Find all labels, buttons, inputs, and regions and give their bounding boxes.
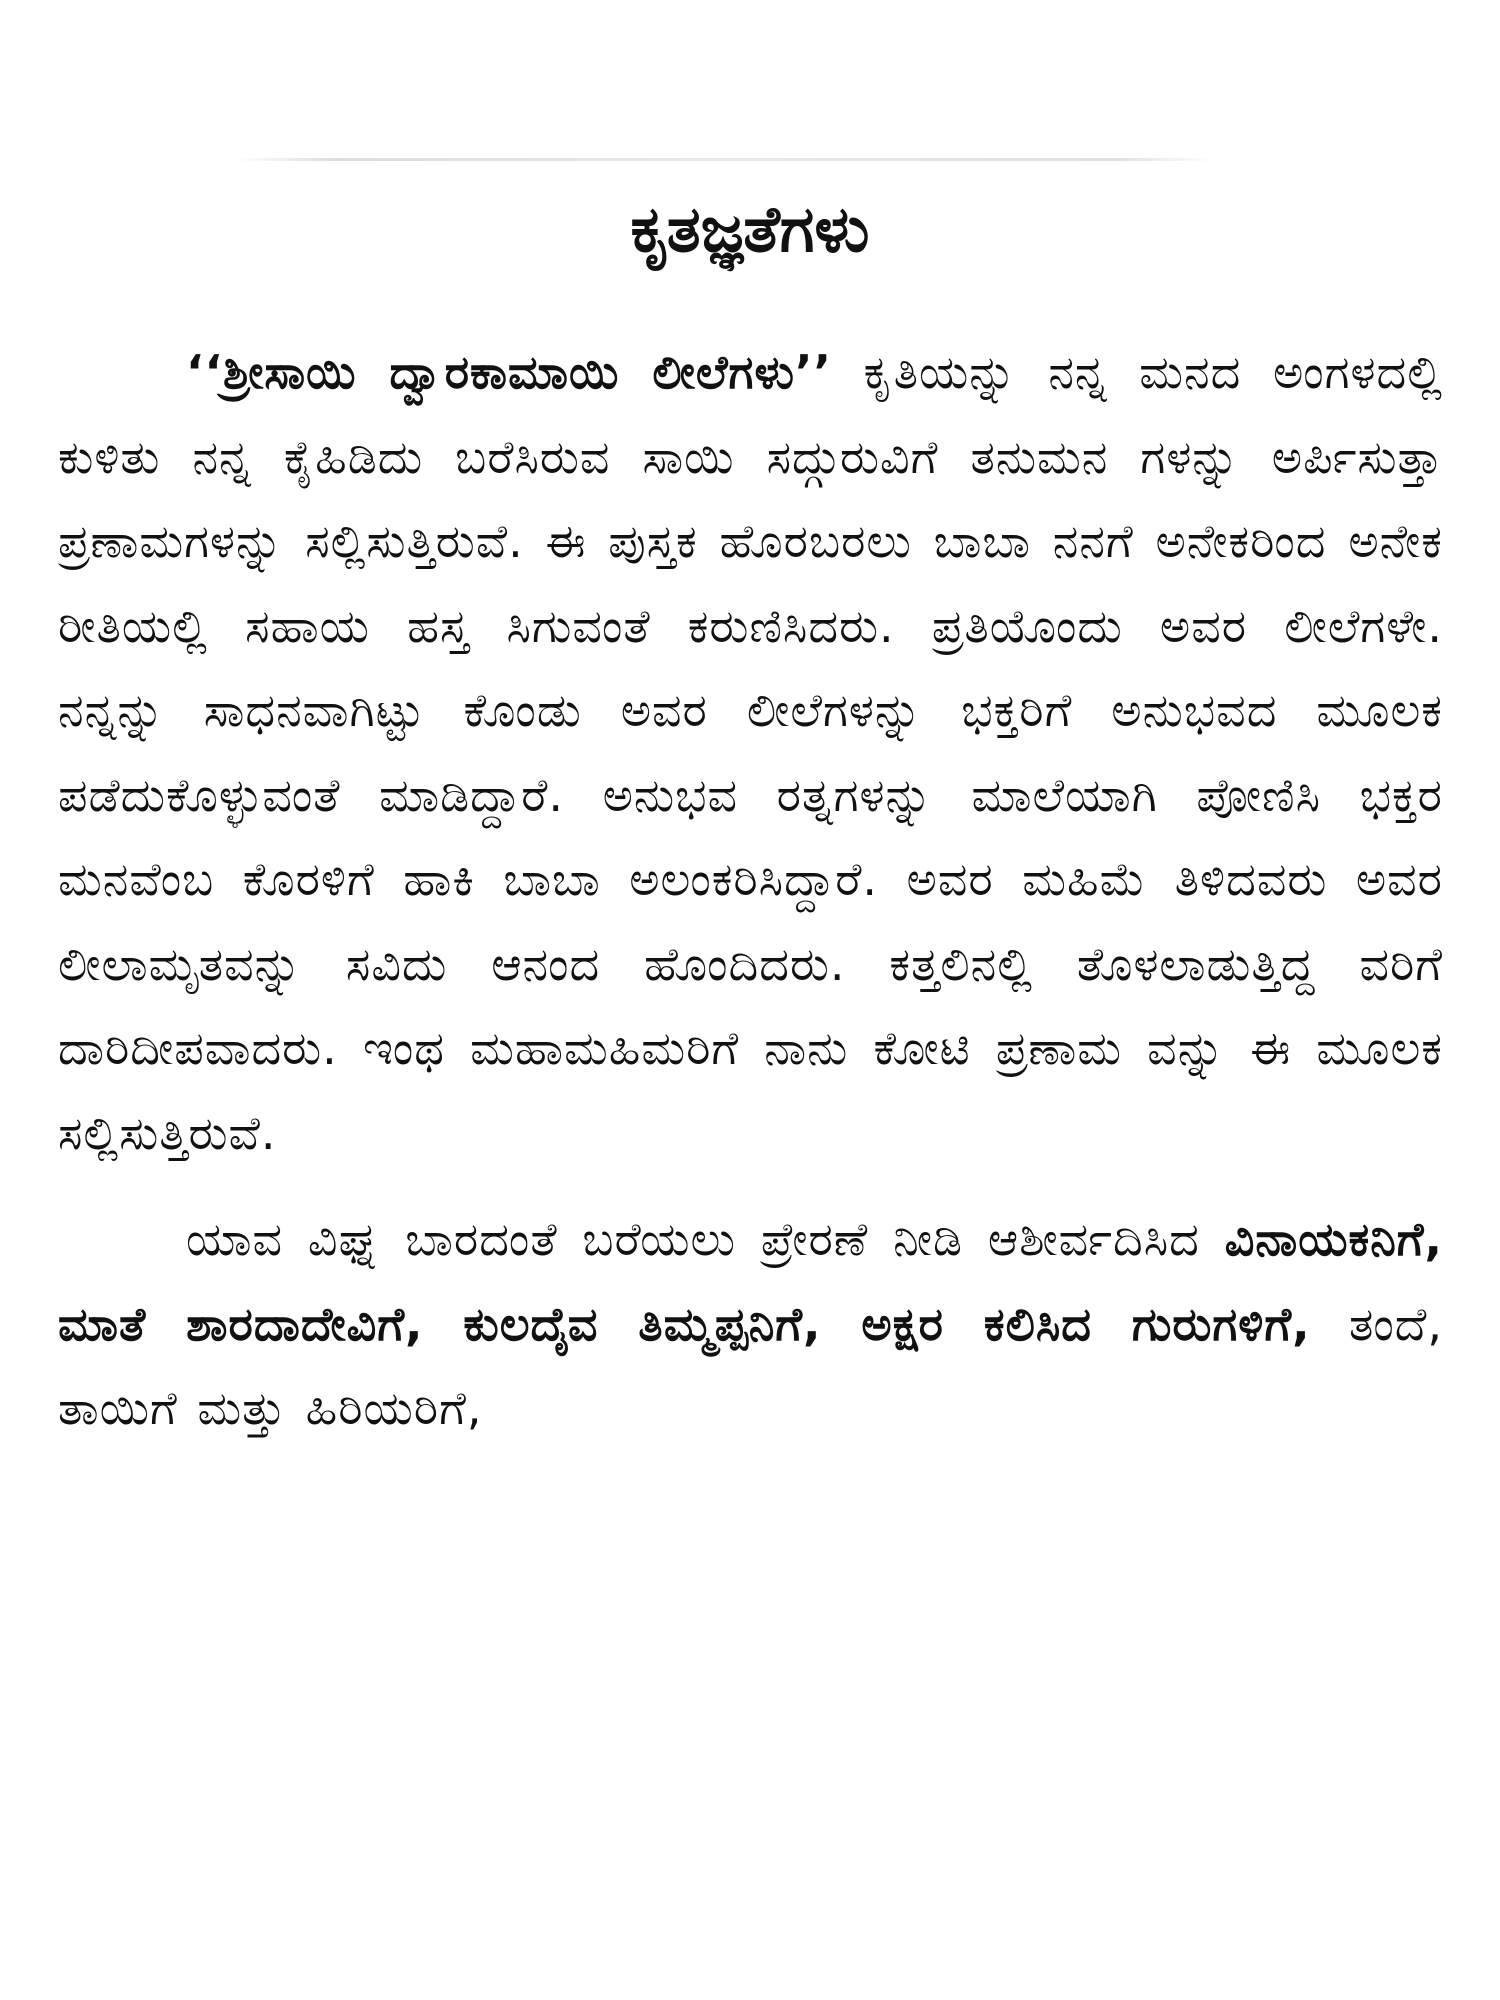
paragraph-2-intro: ಯಾವ ವಿಘ್ನ ಬಾರದಂತೆ ಬರೆಯಲು ಪ್ರೇರಣೆ ನೀಡಿ ಆಶೀರ್ವದಿಸಿದ bbox=[186, 1212, 1225, 1266]
acknowledgements-body bbox=[58, 330, 1443, 1451]
paragraph-1 bbox=[58, 330, 1443, 1175]
paragraph-2 bbox=[58, 1197, 1443, 1451]
book-title: ‘‘ಶ್ರೀಸಾಯಿ ದ್ವಾರಕಾಮಾಯಿ ಲೀಲೆಗಳು’’ bbox=[186, 345, 832, 399]
page-title: ಕೃತಜ್ಞತೆಗಳು bbox=[630, 193, 870, 267]
scan-artifact-line bbox=[235, 158, 1215, 161]
deity-and-guru-names: ವಿನಾಯಕನಿಗೆ, ಮಾತೆ ಶಾರದಾದೇವಿಗೆ, ಕುಲದೈವ ತಿಮ್ಮಪ್ಪನಿಗೆ, ಅಕ್ಷರ ಕಲಿಸಿದ ಗುರುಗಳಿಗೆ, bbox=[58, 1212, 1443, 1351]
paragraph-1-text: ಕೃತಿಯನ್ನು ನನ್ನ ಮನದ ಅಂಗಳದಲ್ಲಿ ಕುಳಿತು ನನ್ನ ಕೈಹಿಡಿದು ಬರೆಸಿರುವ ಸಾಯಿ ಸದ್ಗುರುವಿಗೆ ತನುಮನ ಗಳನ್ನು ಅರ್ಪಿಸುತ್ತಾ ಪ್ರಣಾಮಗಳನ್ನು ಸಲ್ಲಿಸುತ್ತಿರುವೆ. ಈ ಪುಸ್ತಕ ಹೊರಬರಲು ಬಾಬಾ ನನಗೆ ಅನೇಕರಿಂದ ಅನೇಕ ರೀತಿಯಲ್ಲಿ ಸಹಾಯ ಹಸ್ತ ಸಿಗುವಂತೆ ಕರುಣಿಸಿದರು. ಪ್ರತಿಯೊಂದು ಅವರ ಲೀಲೆಗಳೇ. ನನ್ನನ್ನು ಸಾಧನವಾಗಿಟ್ಟು ಕೊಂಡು ಅವರ ಲೀಲೆಗಳನ್ನು ಭಕ್ತರಿಗೆ ಅನುಭವದ ಮೂಲಕ ಪಡೆದುಕೊಳ್ಳುವಂತೆ ಮಾಡಿದ್ದಾರೆ. ಅನುಭವ ರತ್ನಗಳನ್ನು ಮಾಲೆಯಾಗಿ ಪೋಣಿಸಿ ಭಕ್ತರ ಮನವೆಂಬ ಕೊರಳಿಗೆ ಹಾಕಿ ಬಾಬಾ ಅಲಂಕರಿಸಿದ್ದಾರೆ. ಅವರ ಮಹಿಮೆ ತಿಳಿದವರು ಅವರ ಲೀಲಾಮೃತವನ್ನು ಸವಿದು ಆನಂದ ಹೊಂದಿದರು. ಕತ್ತಲಿನಲ್ಲಿ ತೊಳಲಾಡುತ್ತಿದ್ದ ವರಿಗೆ ದಾರಿದೀಪವಾದರು. ಇಂಥ ಮಹಾಮಹಿಮರಿಗೆ ನಾನು ಕೋಟಿ ಪ್ರಣಾಮ ವನ್ನು ಈ ಮೂಲಕ ಸಲ್ಲಿಸುತ್ತಿರುವೆ. bbox=[58, 345, 1443, 1160]
paragraph-2-end: ತಂದೆ, ತಾಯಿಗೆ ಮತ್ತು ಹಿರಿಯರಿಗೆ, bbox=[58, 1296, 1443, 1435]
